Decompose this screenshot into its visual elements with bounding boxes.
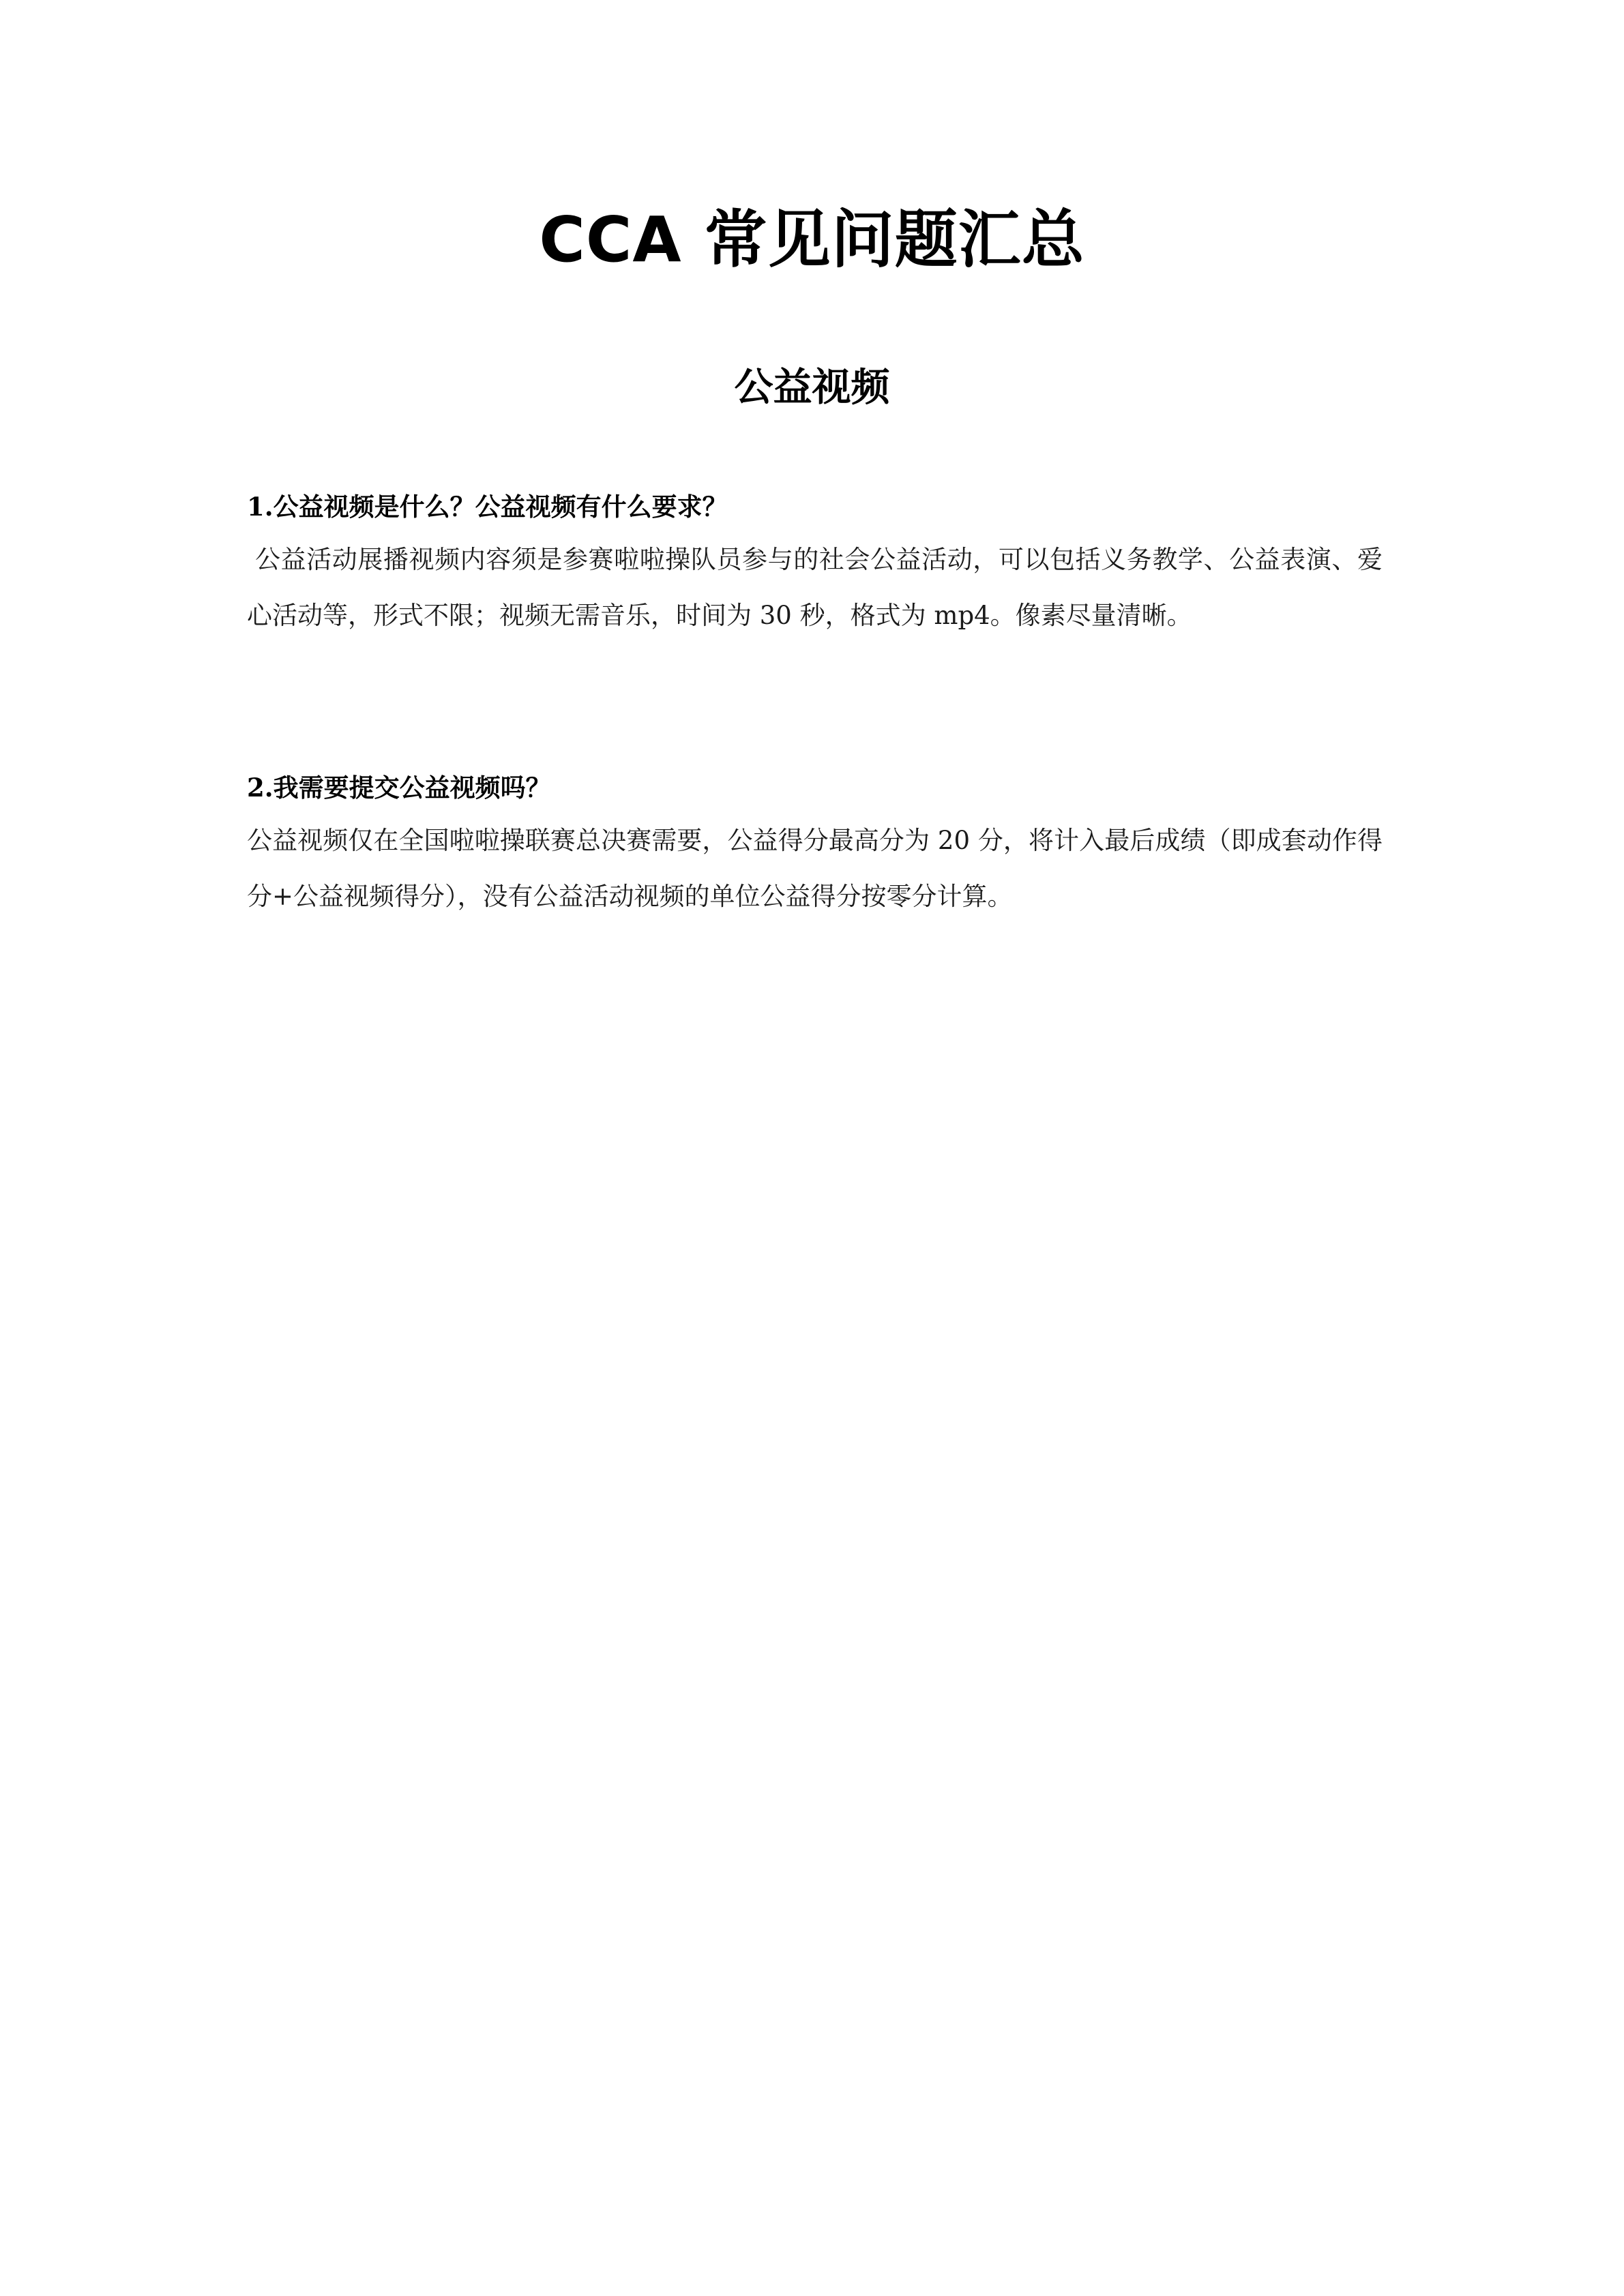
faq-question-2: 2.我需要提交公益视频吗？	[247, 773, 551, 803]
faq-answer-2: 公益视频仅在全国啦啦操联赛总决赛需要，公益得分最高分为 20 分，将计入最后成绩（即成套动作得分+公益视频得分），没有公益活动视频的单位公益得分按零分计算。	[247, 826, 1383, 911]
faq-item-1	[247, 481, 1383, 644]
faq-answer-1: 公益活动展播视频内容须是参赛啦啦操队员参与的社会公益活动，可以包括义务教学、公益表演、爱心活动等，形式不限；视频无需音乐，时间为 30 秒，格式为 mp4。像素尽量清晰。	[247, 545, 1383, 630]
document-title: CCA 常见问题汇总	[539, 203, 1085, 276]
faq-item-2	[247, 762, 1383, 925]
section-title: 公益视频	[734, 365, 890, 410]
faq-question-1: 1.公益视频是什么？公益视频有什么要求？	[247, 492, 728, 522]
